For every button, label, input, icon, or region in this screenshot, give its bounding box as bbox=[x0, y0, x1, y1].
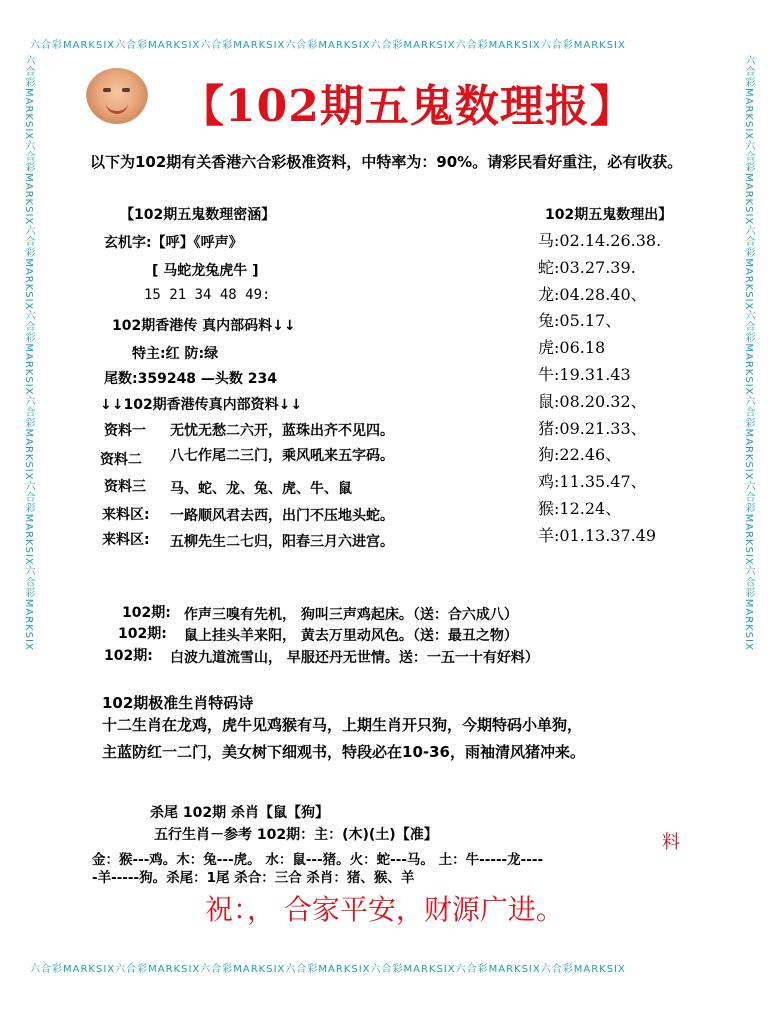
info-text: 马、蛇、龙、兔、虎、牛、鼠 bbox=[170, 481, 352, 497]
info-label: 来料区: bbox=[102, 532, 150, 548]
info-label: 资料三 bbox=[104, 479, 146, 495]
list-item: 虎:06.18 bbox=[538, 338, 606, 358]
list-item: 猪:09.21.33、 bbox=[538, 418, 647, 438]
elements-line: -羊-----狗。杀尾：1尾 杀合：三合 杀肖：猪、猴、羊 bbox=[92, 870, 415, 886]
intro-text: 以下为102期有关香港六合彩极准资料，中特率为：90%。请彩民看好重注，必有收获。 bbox=[90, 153, 683, 171]
stamp: 料 bbox=[662, 832, 680, 853]
list-item: 蛇:03.27.39. bbox=[538, 257, 636, 277]
riddle-issue: 102期: bbox=[118, 626, 167, 642]
mystery-word: 玄机字:【呼】《呼声》 bbox=[104, 235, 243, 251]
list-item: 羊:01.13.37.49 bbox=[538, 525, 657, 545]
avatar bbox=[86, 68, 148, 124]
info-text: 八七作尾二三门，乘风吼来五字码。 bbox=[170, 448, 394, 464]
tail-numbers: 尾数:359248 —头数 234 bbox=[104, 371, 278, 387]
list-item: 马:02.14.26.38. bbox=[538, 231, 662, 250]
list-item: 猴:12.24、 bbox=[538, 498, 622, 518]
hk-heading-2: ↓↓102期香港传真内部资料↓↓ bbox=[100, 397, 303, 413]
border-top: 六合彩MARKSIX六合彩MARKSIX六合彩MARKSIX六合彩MARKSIX六合彩MARKSIX六合彩MARKSIX六合彩MARKSIX bbox=[30, 40, 626, 51]
kill-line: 杀尾 102期 杀肖【鼠【狗】 bbox=[150, 805, 329, 821]
lucky-numbers: 15 21 34 48 49: bbox=[144, 287, 271, 303]
riddle-text: 鼠上挂头羊来阳， 黄去万里动风色。（送：最丑之物） bbox=[184, 628, 518, 644]
riddle-issue: 102期: bbox=[122, 605, 171, 621]
info-label: 资料一 bbox=[104, 423, 146, 439]
zodiac-set: [ 马蛇龙兔虎牛 ] bbox=[152, 263, 259, 279]
list-item: 狗:22.46、 bbox=[538, 445, 622, 465]
page-title: 【102期五鬼数理报】 bbox=[180, 81, 635, 132]
list-item: 龙:04.28.40、 bbox=[538, 284, 647, 304]
poem-line: 主蓝防红一二门，美女树下细观书，特段必在10-36，雨袖清风猪冲来。 bbox=[102, 743, 585, 761]
wuxing-line: 五行生肖－参考 102期：主：(木)(土)【准】 bbox=[154, 827, 438, 843]
list-item: 牛:19.31.43 bbox=[538, 364, 631, 384]
border-bottom: 六合彩MARKSIX六合彩MARKSIX六合彩MARKSIX六合彩MARKSIX六合彩MARKSIX六合彩MARKSIX六合彩MARKSIX bbox=[30, 964, 626, 975]
info-label: 来料区: bbox=[102, 507, 150, 523]
blessing: 祝：， 合家平安，财源广进。 bbox=[205, 893, 564, 926]
zodiac-number-list bbox=[538, 228, 661, 550]
numbers-heading: 102期五鬼数理出】 bbox=[545, 207, 673, 223]
info-text: 无忧无愁二六开，蓝珠出齐不见四。 bbox=[170, 423, 394, 439]
border-right: 六合彩MARKSIX六合彩MARKSIX六合彩MARKSIX六合彩MARKSIX六合彩MARKSIX六合彩MARKSIX六合彩MARKSIX bbox=[743, 55, 754, 651]
list-item: 鸡:11.35.47、 bbox=[538, 472, 647, 492]
hk-heading-1: 102期香港传 真内部码料↓↓ bbox=[112, 318, 296, 334]
info-text: 一路顺风君去西，出门不压地头蛇。 bbox=[170, 508, 394, 524]
riddle-text: 作声三嗅有先机， 狗叫三声鸡起床。（送：合六成八） bbox=[184, 607, 518, 623]
info-text: 五柳先生二七归，阳春三月六进宫。 bbox=[170, 534, 394, 550]
elements-line: 金：猴---鸡。木：兔---虎。 水：鼠---猪。火：蛇---马。 土：牛-----龙---- bbox=[92, 852, 544, 868]
info-label: 资料二 bbox=[100, 452, 142, 468]
list-item: 兔:05.17、 bbox=[538, 311, 622, 331]
special-color: 特主:红 防:绿 bbox=[132, 346, 219, 362]
secret-heading: 【102期五鬼数理密涵】 bbox=[120, 207, 276, 223]
border-left: 六合彩MARKSIX六合彩MARKSIX六合彩MARKSIX六合彩MARKSIX六合彩MARKSIX六合彩MARKSIX六合彩MARKSIX bbox=[23, 55, 34, 651]
poem-line: 十二生肖在龙鸡，虎牛见鸡猴有马，上期生肖开只狗，今期特码小单狗， bbox=[102, 716, 583, 734]
list-item: 鼠:08.20.32、 bbox=[538, 391, 647, 411]
poem-heading: 102期极准生肖特码诗 bbox=[102, 694, 254, 712]
riddle-text: 白波九道流雪山， 早服还丹无世情。送：一五一十有好料） bbox=[170, 650, 539, 666]
riddle-issue: 102期: bbox=[104, 648, 153, 664]
poem bbox=[102, 712, 682, 766]
